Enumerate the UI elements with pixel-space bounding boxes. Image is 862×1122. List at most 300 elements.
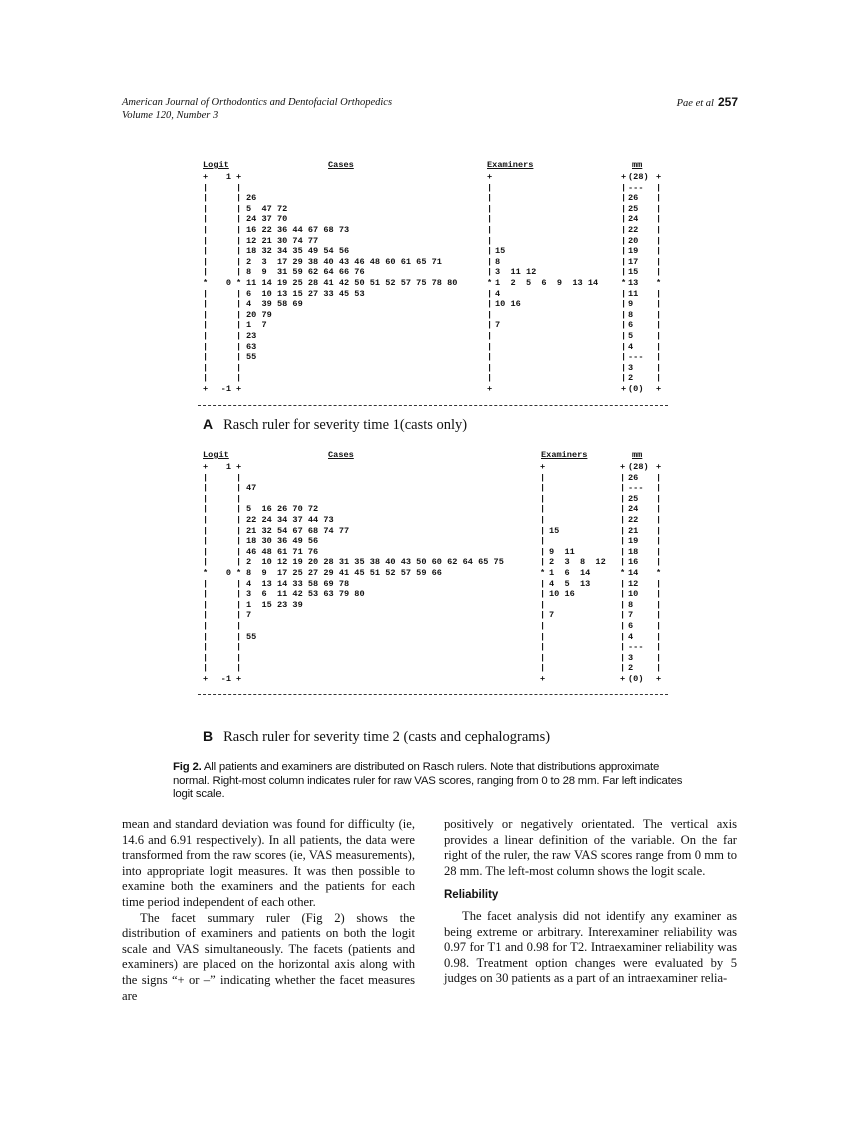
mm-value: 26 <box>628 193 639 204</box>
ruler-row <box>200 557 668 568</box>
ruler-separator: | <box>620 610 626 621</box>
mm-value: --- <box>628 483 644 494</box>
ruler-separator: | <box>236 515 242 525</box>
ruler-row <box>200 504 668 515</box>
ruler-separator: | <box>620 546 626 557</box>
ruler-separator: | <box>236 642 242 653</box>
ruler-row <box>200 214 668 225</box>
examiners-values: 15 <box>495 246 506 257</box>
ruler-separator: | <box>621 203 627 214</box>
ruler-left-border: | <box>203 320 209 331</box>
ruler-a-title: Rasch ruler for severity time 1(casts only) <box>223 417 468 433</box>
ruler-right-border: * <box>656 568 662 578</box>
ruler-separator: + <box>620 462 626 472</box>
ruler-right-border: | <box>656 610 662 621</box>
mm-value: --- <box>628 642 644 653</box>
ruler-separator: | <box>620 642 626 653</box>
ruler-left-border: | <box>203 515 209 525</box>
cases-values: 8 9 17 25 27 29 41 45 51 52 57 59 66 <box>246 568 442 578</box>
ruler-left-border: | <box>203 631 209 642</box>
ruler-left-border: | <box>203 621 209 631</box>
ruler-row <box>200 373 668 384</box>
journal-volume: Volume 120, Number 3 <box>122 110 219 121</box>
figure-caption <box>173 761 693 802</box>
ruler-separator: | <box>620 578 626 589</box>
ruler-right-border: | <box>656 246 662 257</box>
ruler-left-border: | <box>203 373 209 384</box>
ruler-separator: | <box>487 362 493 373</box>
ruler-separator: | <box>540 621 546 631</box>
examiners-values: 10 16 <box>549 589 575 600</box>
ruler-separator: | <box>487 267 493 278</box>
ruler-row <box>200 342 668 353</box>
mm-value: --- <box>628 182 644 193</box>
ruler-separator: | <box>620 504 626 515</box>
ruler-separator: | <box>236 299 242 310</box>
logit-header: Logit <box>203 160 229 170</box>
cases-values: 18 30 36 49 56 <box>246 536 319 547</box>
ruler-row <box>200 663 668 674</box>
ruler-right-border: | <box>656 362 662 373</box>
mm-value: 21 <box>628 525 639 536</box>
ruler-right-border: | <box>656 256 662 267</box>
logit-value: 1 <box>225 172 231 182</box>
cases-values: 11 14 19 25 28 41 42 50 51 52 57 75 78 80 <box>246 278 458 288</box>
mm-value: 6 <box>628 320 634 331</box>
ruler-left-border: | <box>203 225 209 235</box>
mm-value: 2 <box>628 373 634 384</box>
cases-values: 46 48 61 71 76 <box>246 546 319 557</box>
ruler-b-label <box>203 728 550 746</box>
ruler-separator: * <box>487 278 493 288</box>
ruler-separator: | <box>621 214 627 225</box>
ruler-right-border: | <box>656 225 662 235</box>
ruler-separator: | <box>620 663 626 674</box>
ruler-separator: + <box>487 172 493 182</box>
ruler-left-border: | <box>203 472 209 483</box>
mm-value: 12 <box>628 578 639 589</box>
ruler-left-border: | <box>203 536 209 547</box>
ruler-separator: | <box>487 309 493 320</box>
ruler-row <box>200 494 668 505</box>
ruler-right-border: + <box>656 462 662 472</box>
ruler-b-letter: B <box>203 728 214 744</box>
ruler-separator: * <box>236 568 242 578</box>
ruler-row <box>200 289 668 300</box>
ruler-row <box>200 384 668 395</box>
cases-values: 55 <box>246 352 257 363</box>
mm-value: 19 <box>628 536 639 547</box>
ruler-separator: + <box>236 172 242 182</box>
examiners-values: 9 11 <box>549 546 575 557</box>
ruler-separator: | <box>621 341 627 352</box>
ruler-left-border: | <box>203 652 209 663</box>
cases-values: 21 32 54 67 68 74 77 <box>246 525 350 536</box>
examiners-values: 2 3 8 12 <box>549 557 606 568</box>
ruler-row <box>200 299 668 310</box>
paragraph: mean and standard deviation was found for difficulty (ie, 14.6 and 6.91 respectively). In all patients, the data were transformed from the raw scores (ie, VAS measurements), into appropriate logit measures. It was then possible to examine both the examiners and the patients for each time period independent of each other. <box>122 817 415 909</box>
examiners-values: 10 16 <box>495 299 521 310</box>
ruler-left-border: | <box>203 578 209 589</box>
ruler-left-border: | <box>203 193 209 204</box>
ruler-row <box>200 462 668 473</box>
logit-value: 0 <box>225 278 231 288</box>
ruler-header-row <box>200 160 668 171</box>
ruler-separator: | <box>621 320 627 331</box>
ruler-separator: | <box>236 472 242 483</box>
section-heading: Reliability <box>444 889 499 902</box>
mm-value: 8 <box>628 309 634 320</box>
ruler-left-border: | <box>203 493 209 504</box>
ruler-left-border: | <box>203 663 209 674</box>
ruler-right-border: | <box>656 214 662 225</box>
ruler-left-border: | <box>203 309 209 320</box>
cases-values: 7 <box>246 610 252 621</box>
cases-values: 18 32 34 35 49 54 56 <box>246 246 350 257</box>
ruler-separator: | <box>540 589 546 600</box>
ruler-right-border: | <box>656 299 662 310</box>
mm-value: 18 <box>628 546 639 557</box>
cases-values: 1 15 23 39 <box>246 599 303 610</box>
cases-values: 12 21 30 74 77 <box>246 235 319 246</box>
ruler-separator: | <box>487 373 493 384</box>
ruler-left-border: | <box>203 599 209 610</box>
cases-values: 5 16 26 70 72 <box>246 504 319 515</box>
ruler-row <box>200 589 668 600</box>
ruler-left-border: | <box>203 589 209 600</box>
ruler-separator: | <box>236 373 242 384</box>
ruler-separator: | <box>236 267 242 278</box>
ruler-separator: | <box>236 352 242 363</box>
ruler-separator: | <box>487 235 493 246</box>
cases-values: 4 39 58 69 <box>246 299 303 310</box>
mm-value: 24 <box>628 214 639 225</box>
ruler-left-border: | <box>203 267 209 278</box>
rasch-ruler-a <box>200 160 668 400</box>
ruler-separator: | <box>540 631 546 642</box>
cases-values: 24 37 70 <box>246 214 288 225</box>
examiners-header: Examiners <box>541 450 588 460</box>
ruler-separator: + <box>620 674 626 684</box>
ruler-right-border: | <box>656 515 662 525</box>
ruler-a-divider <box>198 405 668 406</box>
ruler-separator: | <box>620 557 626 568</box>
ruler-row <box>200 621 668 632</box>
ruler-separator: | <box>487 182 493 193</box>
ruler-separator: + <box>621 172 627 182</box>
mm-value: 4 <box>628 341 634 352</box>
ruler-separator: | <box>540 663 546 674</box>
ruler-right-border: | <box>656 235 662 246</box>
mm-header: mm <box>632 450 643 460</box>
ruler-right-border: | <box>656 557 662 568</box>
ruler-separator: | <box>236 599 242 610</box>
page-number: 257 <box>717 95 738 109</box>
ruler-row <box>200 536 668 547</box>
logit-value: -1 <box>220 674 231 684</box>
ruler-b-title: Rasch ruler for severity time 2 (casts and cephalograms) <box>223 729 551 745</box>
ruler-separator: | <box>621 362 627 373</box>
ruler-left-border: | <box>203 341 209 352</box>
examiners-values: 4 <box>495 288 501 299</box>
ruler-separator: | <box>487 256 493 267</box>
cases-values: 3 6 11 42 53 63 79 80 <box>246 589 365 600</box>
ruler-separator: | <box>621 288 627 299</box>
cases-values: 2 10 12 19 20 28 31 35 38 40 43 50 60 62 64 65 75 <box>246 557 504 568</box>
mm-header: mm <box>632 160 643 170</box>
ruler-separator: | <box>236 663 242 674</box>
ruler-separator: | <box>236 557 242 568</box>
ruler-row <box>200 320 668 331</box>
ruler-separator: | <box>236 320 242 331</box>
ruler-separator: + <box>540 462 546 472</box>
ruler-b-divider <box>198 694 668 695</box>
ruler-separator: | <box>540 652 546 663</box>
ruler-left-border: | <box>203 299 209 310</box>
ruler-row <box>200 204 668 215</box>
mm-value: (0) <box>628 674 644 684</box>
cases-values: 1 7 <box>246 320 267 331</box>
ruler-separator: + <box>621 384 627 394</box>
ruler-separator: | <box>236 504 242 515</box>
ruler-left-border: | <box>203 546 209 557</box>
ruler-separator: | <box>621 352 627 363</box>
cases-values: 4 13 14 33 58 69 78 <box>246 578 350 589</box>
ruler-left-border: | <box>203 642 209 653</box>
ruler-row <box>200 183 668 194</box>
ruler-right-border: | <box>656 525 662 536</box>
ruler-right-border: + <box>656 384 662 394</box>
body-column-right <box>444 817 737 987</box>
ruler-left-border: | <box>203 352 209 363</box>
paragraph: positively or negatively orientated. The vertical axis provides a linear definition of the variable. On the far right of the ruler, the raw VAS scores range from 0 mm to 28 mm. The left-most column shows the logit scale. <box>444 817 737 878</box>
mm-value: 14 <box>628 568 639 578</box>
ruler-separator: + <box>236 462 242 472</box>
ruler-right-border: | <box>656 621 662 631</box>
ruler-right-border: | <box>656 341 662 352</box>
ruler-separator: | <box>540 599 546 610</box>
ruler-right-border: | <box>656 493 662 504</box>
ruler-row <box>200 526 668 537</box>
paragraph: The facet summary ruler (Fig 2) shows the distribution of examiners and patients on both the logit scale and VAS simultaneously. The facets (patients and examiners) are placed on the horizontal axis along with the signs “+ or –” indicating whether the facet measures are <box>122 910 415 1003</box>
ruler-separator: | <box>621 235 627 246</box>
ruler-row <box>200 473 668 484</box>
ruler-separator: | <box>620 652 626 663</box>
ruler-separator: | <box>620 536 626 547</box>
ruler-row <box>200 653 668 664</box>
ruler-left-border: * <box>203 278 209 288</box>
ruler-separator: | <box>620 472 626 483</box>
ruler-left-border: | <box>203 203 209 214</box>
ruler-separator: | <box>540 546 546 557</box>
ruler-a-letter: A <box>203 416 214 432</box>
ruler-separator: | <box>236 203 242 214</box>
authors: Pae et al <box>676 98 714 109</box>
mm-value: 10 <box>628 589 639 600</box>
ruler-left-border: | <box>203 214 209 225</box>
ruler-separator: | <box>620 599 626 610</box>
ruler-right-border: | <box>656 631 662 642</box>
mm-value: 25 <box>628 493 639 504</box>
ruler-row <box>200 267 668 278</box>
ruler-right-border: | <box>656 203 662 214</box>
ruler-left-border: + <box>203 172 209 182</box>
examiners-values: 1 6 14 <box>549 568 591 578</box>
ruler-right-border: | <box>656 663 662 674</box>
journal-title: American Journal of Orthodontics and Dentofacial Orthopedics <box>122 97 393 108</box>
ruler-right-border: | <box>656 193 662 204</box>
body-column-left <box>122 817 415 1004</box>
cases-values: 20 79 <box>246 309 272 320</box>
ruler-separator: | <box>540 472 546 483</box>
mm-value: 3 <box>628 652 634 663</box>
ruler-right-border: | <box>656 267 662 278</box>
ruler-row <box>200 579 668 590</box>
cases-values: 5 47 72 <box>246 203 288 214</box>
logit-value: 0 <box>225 568 231 578</box>
mm-value: 22 <box>628 515 639 525</box>
ruler-left-border: | <box>203 362 209 373</box>
ruler-separator: | <box>236 536 242 547</box>
logit-value: -1 <box>220 384 231 394</box>
ruler-separator: | <box>236 610 242 621</box>
ruler-separator: | <box>621 193 627 204</box>
ruler-separator: | <box>236 246 242 257</box>
running-header-right <box>677 96 738 110</box>
ruler-separator: | <box>236 589 242 600</box>
ruler-separator: | <box>620 525 626 536</box>
cases-values: 55 <box>246 631 257 642</box>
ruler-row <box>200 172 668 183</box>
ruler-separator: | <box>620 631 626 642</box>
ruler-separator: | <box>236 483 242 494</box>
ruler-right-border: | <box>656 320 662 331</box>
ruler-left-border: | <box>203 525 209 536</box>
ruler-right-border: | <box>656 309 662 320</box>
ruler-left-border: | <box>203 557 209 568</box>
mm-value: (28) <box>628 462 649 472</box>
ruler-separator: | <box>236 578 242 589</box>
mm-value: 3 <box>628 362 634 373</box>
examiners-header: Examiners <box>487 160 534 170</box>
ruler-right-border: * <box>656 278 662 288</box>
ruler-right-border: | <box>656 578 662 589</box>
cases-values: 22 24 34 37 44 73 <box>246 515 334 525</box>
cases-values: 26 <box>246 193 257 204</box>
mm-value: 15 <box>628 267 639 278</box>
ruler-row <box>200 547 668 558</box>
ruler-right-border: + <box>656 172 662 182</box>
ruler-right-border: | <box>656 288 662 299</box>
ruler-separator: | <box>540 578 546 589</box>
ruler-row <box>200 674 668 685</box>
cases-values: 6 10 13 15 27 33 45 53 <box>246 288 365 299</box>
ruler-separator: | <box>620 515 626 525</box>
ruler-separator: | <box>620 483 626 494</box>
ruler-separator: | <box>236 621 242 631</box>
ruler-row <box>200 236 668 247</box>
caption-text: All patients and examiners are distributed on Rasch rulers. Note that distributions approximate normal. Right-most column indicates ruler for raw VAS scores, ranging from 0 to 28 mm. Far left indicates logit scale. <box>173 761 683 800</box>
cases-values: 2 3 17 29 38 40 43 46 48 60 61 65 71 <box>246 256 442 267</box>
cases-values: 63 <box>246 341 257 352</box>
ruler-separator: | <box>236 225 242 235</box>
mm-value: 4 <box>628 631 634 642</box>
cases-header: Cases <box>328 160 354 170</box>
ruler-separator: | <box>620 589 626 600</box>
mm-value: --- <box>628 352 644 363</box>
ruler-separator: | <box>621 246 627 257</box>
ruler-separator: | <box>540 610 546 621</box>
ruler-a-label <box>203 416 467 434</box>
ruler-row <box>200 310 668 321</box>
mm-value: 11 <box>628 288 639 299</box>
ruler-separator: | <box>621 309 627 320</box>
ruler-separator: | <box>620 621 626 631</box>
ruler-row <box>200 632 668 643</box>
ruler-separator: | <box>540 525 546 536</box>
ruler-separator: | <box>236 493 242 504</box>
ruler-row <box>200 363 668 374</box>
ruler-row <box>200 483 668 494</box>
ruler-separator: | <box>236 362 242 373</box>
ruler-left-border: + <box>203 462 209 472</box>
ruler-separator: | <box>487 225 493 235</box>
ruler-right-border: | <box>656 589 662 600</box>
ruler-separator: | <box>487 203 493 214</box>
ruler-row <box>200 642 668 653</box>
ruler-separator: | <box>236 525 242 536</box>
cases-header: Cases <box>328 450 354 460</box>
ruler-left-border: * <box>203 568 209 578</box>
ruler-separator: + <box>236 384 242 394</box>
examiners-values: 7 <box>549 610 555 621</box>
ruler-row <box>200 568 668 579</box>
ruler-left-border: | <box>203 256 209 267</box>
ruler-left-border: | <box>203 610 209 621</box>
ruler-row <box>200 193 668 204</box>
paragraph: The facet analysis did not identify any examiner as being extreme or arbitrary. Interexaminer reliability was 0.97 for T1 and 0.98 for T2. Intraexaminer reliability was 0.98. Treatment option changes were evaluated by 5 judges on 30 patients as a part of an intraexaminer relia- <box>444 908 737 986</box>
ruler-separator: | <box>540 642 546 653</box>
ruler-separator: | <box>236 341 242 352</box>
ruler-separator: + <box>236 674 242 684</box>
ruler-separator: | <box>487 214 493 225</box>
ruler-left-border: | <box>203 246 209 257</box>
ruler-row <box>200 278 668 289</box>
ruler-left-border: + <box>203 384 209 394</box>
ruler-row <box>200 600 668 611</box>
ruler-separator: | <box>540 515 546 525</box>
ruler-right-border: + <box>656 674 662 684</box>
ruler-separator: | <box>236 256 242 267</box>
mm-value: 8 <box>628 599 634 610</box>
ruler-left-border: | <box>203 483 209 494</box>
logit-value: 1 <box>225 462 231 472</box>
mm-value: 25 <box>628 203 639 214</box>
ruler-right-border: | <box>656 352 662 363</box>
mm-value: 20 <box>628 235 639 246</box>
ruler-separator: | <box>487 193 493 204</box>
ruler-separator: * <box>620 568 626 578</box>
ruler-separator: | <box>540 493 546 504</box>
ruler-separator: | <box>487 299 493 310</box>
ruler-separator: | <box>620 493 626 504</box>
ruler-row <box>200 225 668 236</box>
ruler-separator: | <box>621 299 627 310</box>
ruler-row <box>200 331 668 342</box>
ruler-separator: | <box>487 352 493 363</box>
ruler-row <box>200 610 668 621</box>
ruler-right-border: | <box>656 373 662 384</box>
